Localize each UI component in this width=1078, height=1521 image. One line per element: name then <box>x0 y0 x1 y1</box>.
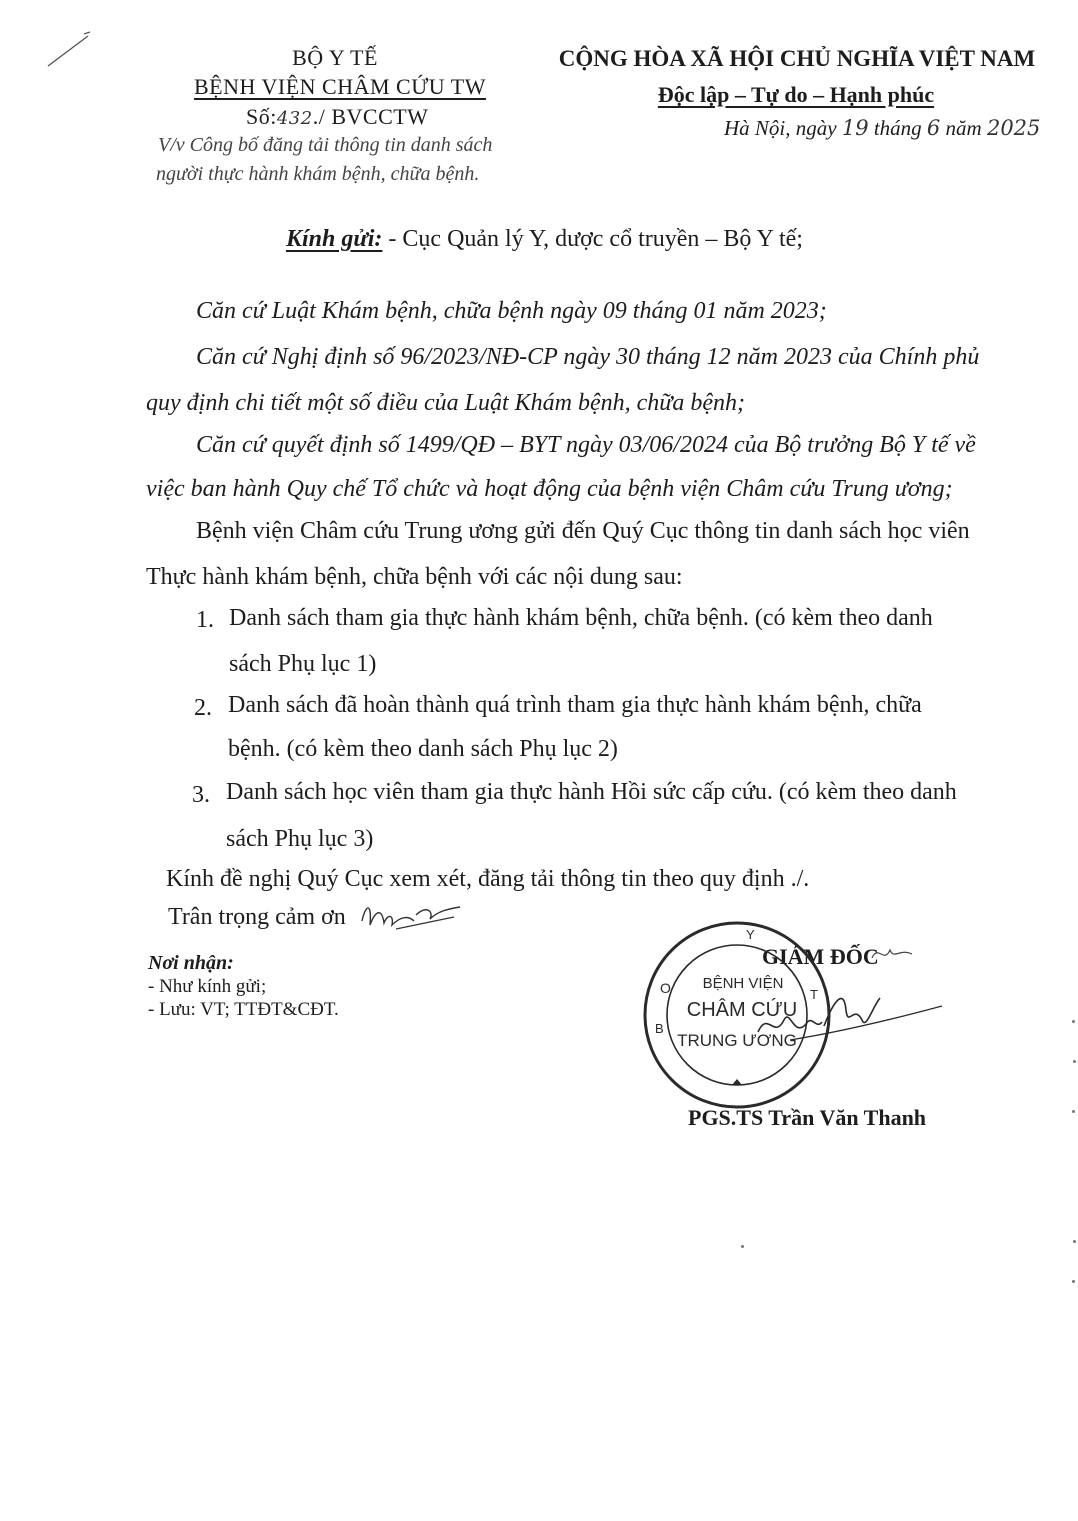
recipients-line-1: - Như kính gửi; <box>148 976 267 997</box>
basis-2-line-1: Căn cứ Nghị định số 96/2023/NĐ-CP ngày 30 tháng 12 năm 2023 của Chính phủ <box>196 344 980 370</box>
stamp-text-2: CHÂM CỨU <box>686 999 798 1021</box>
scan-speck <box>1073 1240 1076 1243</box>
request-line: Kính đề nghị Quý Cục xem xét, đăng tải thông tin theo quy định ./. <box>166 866 810 892</box>
stamp-ring-right: T <box>810 987 818 1002</box>
list-item-3-number: 3. <box>192 782 210 808</box>
scan-speck <box>1072 1110 1075 1113</box>
hospital-name: BỆNH VIỆN CHÂM CỨU TW <box>194 74 486 99</box>
number-suffix: ./ BVCCTW <box>312 104 429 129</box>
recipient-label: Kính gửi: <box>286 226 383 252</box>
recipient-line <box>286 226 803 253</box>
subject-line-2: người thực hành khám bệnh, chữa bệnh. <box>156 163 480 185</box>
recipients-title: Nơi nhận: <box>148 952 234 974</box>
stamp-text-3: TRUNG ƯƠNG <box>677 1031 797 1050</box>
ministry-name: BỘ Y TẾ <box>292 45 378 70</box>
list-item-2-number: 2. <box>194 695 212 721</box>
document-number <box>246 104 428 130</box>
intro-line-1: Bệnh viện Châm cứu Trung ương gửi đến Quý Cục thông tin danh sách học viên <box>196 518 970 544</box>
recipients-line-2: - Lưu: VT; TTĐT&CĐT. <box>148 999 339 1020</box>
initials-scribble <box>356 895 466 935</box>
list-item-3-line-1: Danh sách học viên tham gia thực hành Hồi sức cấp cứu. (có kèm theo danh <box>226 779 957 805</box>
position-initials <box>868 940 918 970</box>
national-motto: Độc lập – Tự do – Hạnh phúc <box>657 82 935 107</box>
basis-1: Căn cứ Luật Khám bệnh, chữa bệnh ngày 09 tháng 01 năm 2023; <box>196 298 827 324</box>
stamp-text-1: BỆNH VIỆN <box>702 975 784 992</box>
date-month-label: tháng <box>873 116 922 140</box>
signer-position: GIÁM ĐỐC <box>762 944 879 969</box>
date-line <box>724 116 1040 141</box>
intro-line-2: Thực hành khám bệnh, chữa bệnh với các nội dung sau: <box>146 564 683 590</box>
stamp-ring-top: Y <box>746 927 755 942</box>
number-prefix: Số: <box>246 104 277 129</box>
recipient-text: - Cục Quản lý Y, dược cổ truyền – Bộ Y tế; <box>388 226 803 252</box>
list-item-1-line-2: sách Phụ lục 1) <box>229 651 377 677</box>
scan-speck <box>741 1245 744 1248</box>
list-item-1-line-1: Danh sách tham gia thực hành khám bệnh, chữa bệnh. (có kèm theo danh <box>229 605 933 631</box>
stamp-ring-left-1: O <box>660 980 671 996</box>
date-month: 6 <box>926 116 941 140</box>
thanks-line: Trân trọng cảm ơn <box>168 904 346 930</box>
scan-speck <box>1072 1280 1075 1283</box>
basis-2-line-2: quy định chi tiết một số điều của Luật Khám bệnh, chữa bệnh; <box>146 390 746 416</box>
scan-speck <box>1072 1020 1075 1023</box>
number-handwritten: 432 <box>276 108 313 129</box>
basis-3-line-1: Căn cứ quyết định số 1499/QĐ – BYT ngày 03/06/2024 của Bộ trưởng Bộ Y tế về <box>196 432 976 458</box>
signer-name: PGS.TS Trần Văn Thanh <box>688 1105 927 1130</box>
date-place: Hà Nội, ngày <box>724 116 837 140</box>
list-item-2-line-2: bệnh. (có kèm theo danh sách Phụ lục 2) <box>228 736 618 762</box>
subject-line-1: V/v Công bố đăng tải thông tin danh sách <box>158 134 493 156</box>
pen-mark <box>40 28 100 73</box>
date-day: 19 <box>841 116 869 140</box>
director-signature <box>750 980 950 1050</box>
stamp-ring-left-2: B <box>655 1021 664 1036</box>
date-year-label: năm <box>945 116 982 140</box>
nation-title: CỘNG HÒA XÃ HỘI CHỦ NGHĨA VIỆT NAM <box>558 46 1036 71</box>
basis-3-line-2: việc ban hành Quy chế Tổ chức và hoạt động của bệnh viện Châm cứu Trung ương; <box>146 476 953 502</box>
list-item-2-line-1: Danh sách đã hoàn thành quá trình tham gia thực hành khám bệnh, chữa <box>228 692 922 718</box>
date-year: 2025 <box>986 116 1041 140</box>
list-item-3-line-2: sách Phụ lục 3) <box>226 826 374 852</box>
list-item-1-number: 1. <box>196 607 214 633</box>
scan-speck <box>1073 1060 1076 1063</box>
